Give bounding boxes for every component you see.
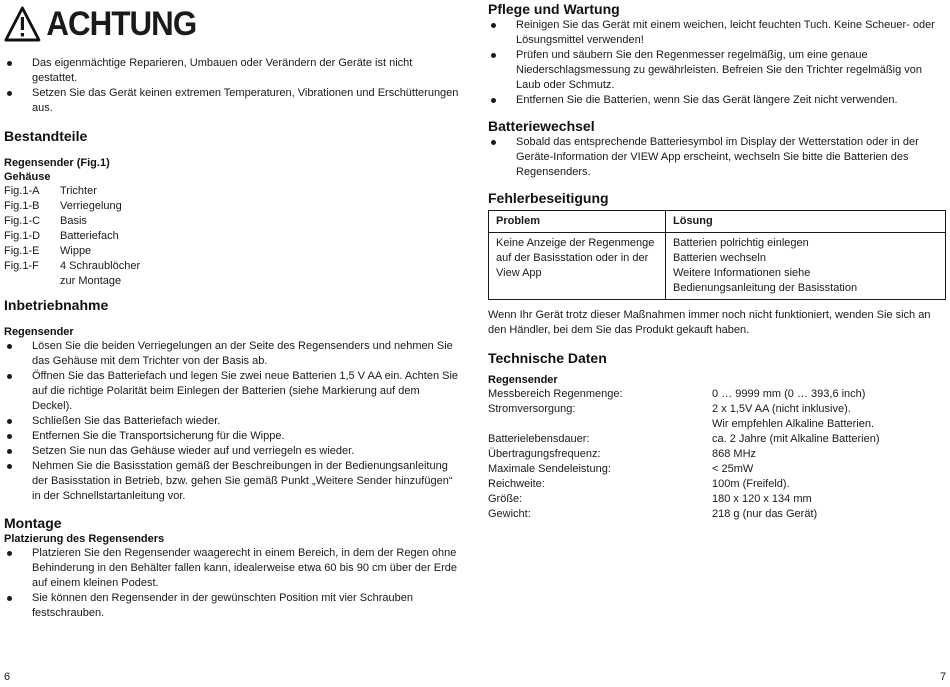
spec-value: 180 x 120 x 134 mm: [712, 493, 812, 505]
list-item: Öffnen Sie das Batteriefach und legen Sie zwei neue Batterien 1,5 V AA ein. Achten Sie auf die richtige Polarität beim Einlegen der Batterien (siehe Markierung auf dem Deckel).: [4, 369, 459, 414]
regensender-fig-heading: Regensender (Fig.1): [4, 157, 110, 169]
right-page: [488, 0, 946, 522]
spec-label: Maximale Sendeleistung:: [488, 463, 611, 475]
column-header-loesung: Lösung: [666, 211, 946, 233]
part-id: Fig.1-A: [4, 185, 40, 197]
column-header-problem: Problem: [489, 211, 666, 233]
spec-value: 218 g (nur das Gerät): [712, 508, 818, 520]
montage-heading: Montage: [4, 515, 62, 531]
specs-list: [488, 387, 946, 522]
spec-value-line: Wir empfehlen Alkaline Batterien.: [712, 418, 875, 430]
page-number-left: 6: [4, 671, 11, 683]
pflege-heading: Pflege und Wartung: [488, 1, 620, 17]
list-item: Sobald das entsprechende Batteriesymbol im Display der Wetterstation oder in der Geräte-Information der VIEW App erscheint, wechseln Sie bitte die Batterien des Regensenders.: [488, 135, 946, 180]
list-item: Entfernen Sie die Batterien, wenn Sie das Gerät längere Zeit nicht verwenden.: [488, 93, 946, 108]
spec-value-line: 2 x 1,5V AA (nicht inklusive).: [712, 403, 851, 415]
list-item: Das eigenmächtige Reparieren, Umbauen oder Verändern der Geräte ist nicht gestattet.: [4, 56, 459, 86]
spec-label: Gewicht:: [488, 508, 531, 520]
problem-cell: Keine Anzeige der Regenmenge auf der Basisstation oder in der View App: [489, 233, 666, 300]
spec-value: [712, 402, 946, 432]
part-id: Fig.1-D: [4, 230, 41, 242]
loesung-line: Batterien wechseln: [673, 252, 766, 264]
list-item: Lösen Sie die beiden Verriegelungen an der Seite des Regensenders und nehmen Sie das Gehäuse mit dem Trichter von der Basis ab.: [4, 339, 459, 369]
list-item: Entfernen Sie die Transportsicherung für die Wippe.: [4, 429, 459, 444]
warning-header: [4, 2, 423, 46]
fehlerbeseitigung-heading: Fehlerbeseitigung: [488, 190, 609, 206]
spec-label: Stromversorgung:: [488, 403, 576, 415]
part-name: Verriegelung: [60, 200, 122, 212]
montage-list: [4, 546, 459, 621]
technische-subheading: Regensender: [488, 374, 558, 386]
part-name: [60, 259, 459, 289]
list-item: Reinigen Sie das Gerät mit einem weichen, leicht feuchten Tuch. Keine Scheuer- oder Lösungsmittel verwenden!: [488, 18, 946, 48]
part-id: Fig.1-B: [4, 200, 40, 212]
warning-list: [4, 56, 459, 116]
part-name: Basis: [60, 215, 87, 227]
spec-value: 0 … 9999 mm (0 … 393,6 inch): [712, 388, 866, 400]
spec-label: Übertragungsfrequenz:: [488, 448, 601, 460]
list-item: Setzen Sie nun das Gehäuse wieder auf und verriegeln es wieder.: [4, 444, 459, 459]
inbetriebnahme-heading: Inbetriebnahme: [4, 297, 109, 313]
list-item: Sie können den Regensender in der gewünschten Position mit vier Schrauben festschrauben.: [4, 591, 459, 621]
part-id: Fig.1-F: [4, 260, 39, 272]
warning-triangle-icon: [4, 6, 41, 42]
table-row: [489, 233, 946, 300]
list-item: Schließen Sie das Batteriefach wieder.: [4, 414, 459, 429]
fehler-note: Wenn Ihr Gerät trotz dieser Maßnahmen immer noch nicht funktioniert, wenden Sie sich an den Händler, bei dem Sie das Produkt gekauft haben.: [488, 309, 931, 336]
left-page: [4, 0, 459, 621]
batteriewechsel-list: [488, 135, 946, 180]
part-id: Fig.1-C: [4, 215, 41, 227]
inbetriebnahme-list: [4, 339, 459, 504]
table-header-row: [489, 211, 946, 233]
part-name: Wippe: [60, 245, 92, 257]
batteriewechsel-heading: Batteriewechsel: [488, 118, 595, 134]
loesung-cell: [666, 233, 946, 300]
montage-subheading: Platzierung des Regensenders: [4, 533, 165, 545]
gehaeuse-heading: Gehäuse: [4, 171, 51, 183]
loesung-line: Bedienungsanleitung der Basisstation: [673, 282, 858, 294]
page-number-right: 7: [940, 671, 947, 683]
part-name-line: 4 Schraublöcher: [60, 260, 141, 272]
part-name: Trichter: [60, 185, 97, 197]
technische-daten-heading: Technische Daten: [488, 350, 607, 366]
spec-label: Batterielebensdauer:: [488, 433, 590, 445]
list-item: Nehmen Sie die Basisstation gemäß der Beschreibungen in der Bedienungsanleitung der Basisstation in Betrieb, bzw. gehen Sie gemäß Punkt „Weitere Sender hinzufügen“ in der Schnellstartanleitung vor.: [4, 459, 459, 504]
pflege-list: [488, 18, 946, 108]
spec-value: < 25mW: [712, 463, 754, 475]
loesung-line: Weitere Informationen siehe: [673, 267, 811, 279]
bestandteile-heading: Bestandteile: [4, 128, 88, 144]
spec-value: 868 MHz: [712, 448, 757, 460]
spec-value: ca. 2 Jahre (mit Alkaline Batterien): [712, 433, 880, 445]
spec-label: Messbereich Regenmenge:: [488, 388, 623, 400]
part-name-line: zur Montage: [60, 275, 122, 287]
spec-label: Größe:: [488, 493, 523, 505]
inbetriebnahme-subheading: Regensender: [4, 326, 74, 338]
part-name: Batteriefach: [60, 230, 119, 242]
part-id: Fig.1-E: [4, 245, 40, 257]
parts-list: [4, 184, 459, 289]
loesung-line: Batterien polrichtig einlegen: [673, 237, 809, 249]
spec-label: Reichweite:: [488, 478, 545, 490]
list-item: Setzen Sie das Gerät keinen extremen Temperaturen, Vibrationen und Erschütterungen aus.: [4, 86, 459, 116]
spec-value: 100m (Freifeld).: [712, 478, 790, 490]
list-item: Prüfen und säubern Sie den Regenmesser regelmäßig, um eine genaue Niederschlagsmessung zu gewährleisten. Befreien Sie den Trichter regelmäßig von Laub oder Schmutz.: [488, 48, 946, 93]
troubleshooting-table: [488, 210, 946, 300]
list-item: Platzieren Sie den Regensender waagerecht in einem Bereich, in dem der Regen ohne Behinderung in den Behälter fallen kann, idealerweise etwa 60 bis 90 cm über der Erde auf einem kleinen Podest.: [4, 546, 459, 591]
warning-title: ACHTUNG: [46, 4, 197, 43]
